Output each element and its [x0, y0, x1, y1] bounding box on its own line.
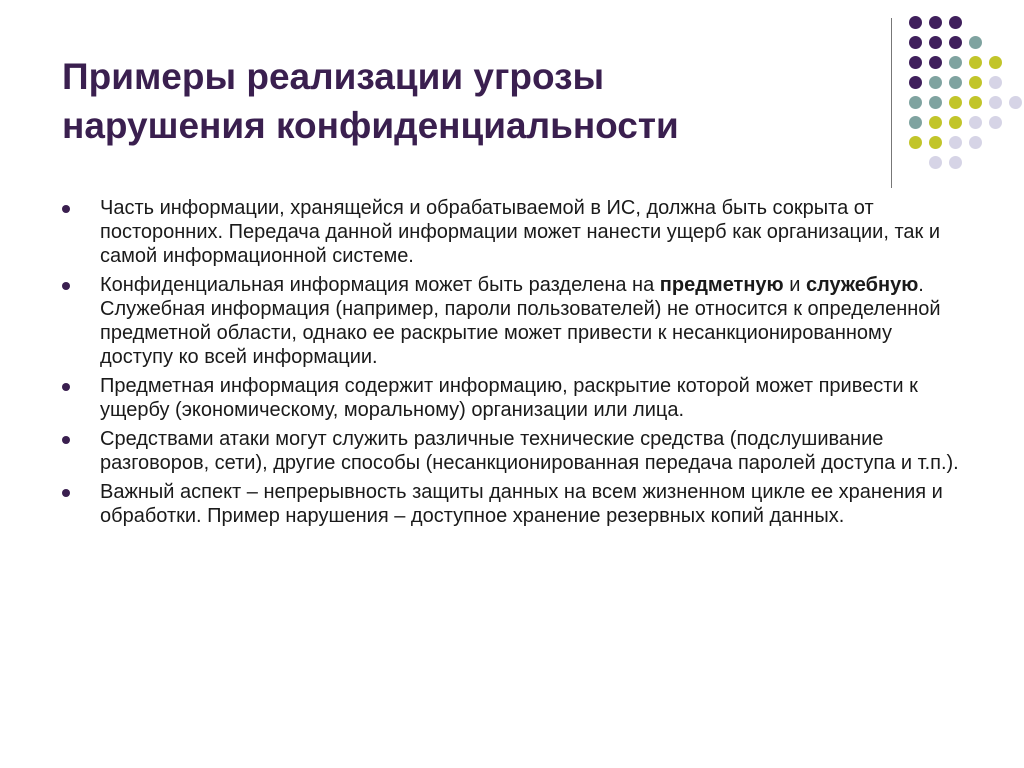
bullet-bold-term: служебную: [805, 274, 919, 296]
bullet-dot-icon: [62, 436, 70, 444]
decorative-dot: [969, 116, 982, 129]
slide-title: [62, 52, 862, 150]
bullet-item: [60, 480, 960, 528]
bullet-list: [60, 196, 960, 533]
decorative-dot: [949, 116, 962, 129]
bullet-dot-icon: [62, 489, 70, 497]
decorative-dot: [989, 116, 1002, 129]
bullet-item: [60, 273, 960, 369]
bullet-text-part: и: [783, 274, 806, 296]
decorative-dot: [969, 136, 982, 149]
decorative-dot: [949, 76, 962, 89]
decorative-dot: [989, 56, 1002, 69]
decorative-dot: [929, 76, 942, 89]
decorative-dot: [949, 136, 962, 149]
bullet-item: [60, 374, 960, 422]
title-line-2: нарушения конфиденциальности: [62, 105, 679, 146]
decorative-dot: [909, 116, 922, 129]
bullet-text: Предметная информация содержит информацию, раскрытие которой может привести к ущербу (экономическому, моральному) организации или лица.: [100, 375, 918, 421]
decorative-dot: [929, 56, 942, 69]
decorative-dot: [969, 56, 982, 69]
decorative-divider: [891, 18, 892, 188]
decorative-dot: [949, 16, 962, 29]
decorative-dot: [949, 36, 962, 49]
decorative-dot: [1009, 96, 1022, 109]
decorative-dot: [929, 116, 942, 129]
bullet-item: [60, 427, 960, 475]
decorative-dot: [909, 76, 922, 89]
bullet-dot-icon: [62, 205, 70, 213]
bullet-item: [60, 196, 960, 268]
title-line-1: Примеры реализации угрозы: [62, 56, 605, 97]
decorative-dot: [989, 96, 1002, 109]
decorative-dot: [929, 96, 942, 109]
decorative-dot: [929, 16, 942, 29]
decorative-dot: [949, 56, 962, 69]
decorative-dot: [929, 36, 942, 49]
decorative-dot: [969, 76, 982, 89]
decorative-dot: [949, 96, 962, 109]
bullet-text-part: Конфиденциальная информация может быть разделена на: [100, 274, 660, 296]
decorative-dot: [909, 136, 922, 149]
decorative-dot-grid: [905, 12, 1015, 172]
decorative-dot: [949, 156, 962, 169]
decorative-dot: [909, 16, 922, 29]
decorative-dot: [929, 156, 942, 169]
bullet-text-part: . Служебная информация (например, пароли пользователей) не относится к определенной предметной области, однако ее раскрытие может привести к несанкционированному доступу ко всей информации.: [100, 274, 941, 368]
bullet-text: Часть информации, хранящейся и обрабатываемой в ИС, должна быть сокрыта от посторонних. Передача данной информации может нанести ущерб как организации, так и самой информационной системе.: [100, 197, 940, 267]
decorative-dot: [909, 56, 922, 69]
bullet-dot-icon: [62, 383, 70, 391]
bullet-dot-icon: [62, 282, 70, 290]
decorative-dot: [909, 36, 922, 49]
bullet-bold-term: предметную: [659, 274, 784, 296]
bullet-text: Важный аспект – непрерывность защиты данных на всем жизненном цикле ее хранения и обработки. Пример нарушения – доступное хранение резервных копий данных.: [100, 481, 943, 527]
decorative-dot: [969, 36, 982, 49]
decorative-dot: [969, 96, 982, 109]
bullet-text: Средствами атаки могут служить различные технические средства (подслушивание разговоров, сети), другие способы (несанкционированная передача паролей доступа и т.п.).: [100, 428, 959, 474]
decorative-dot: [929, 136, 942, 149]
decorative-dot: [989, 76, 1002, 89]
decorative-dot: [909, 96, 922, 109]
